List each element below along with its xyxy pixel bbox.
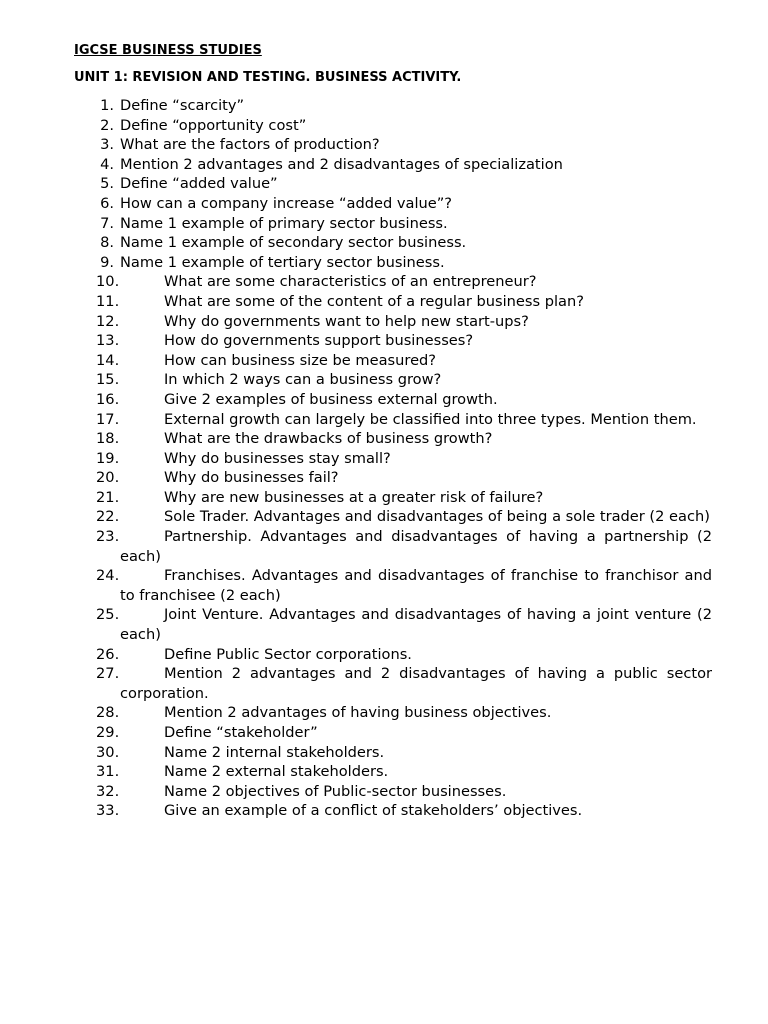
question-text: In which 2 ways can a business grow?: [164, 371, 442, 389]
question-item: [74, 410, 712, 430]
question-text: Define “added value”: [120, 175, 278, 193]
question-item: [74, 390, 712, 410]
question-number: 24.: [96, 567, 120, 585]
question-item: [74, 488, 712, 508]
question-item: [74, 214, 712, 234]
question-item: [74, 527, 712, 566]
question-number: 13.: [96, 332, 120, 350]
question-item: [74, 782, 712, 802]
question-item: [74, 664, 712, 703]
question-item: [74, 174, 712, 194]
question-text: How do governments support businesses?: [164, 332, 474, 350]
question-number: 20.: [96, 469, 120, 487]
question-item: [74, 135, 712, 155]
question-text: What are the drawbacks of business growth?: [164, 430, 493, 448]
question-text: Name 1 example of primary sector business.: [120, 214, 448, 232]
question-number: 26.: [96, 645, 120, 663]
question-number: 33.: [96, 802, 120, 820]
question-text: Mention 2 advantages of having business objectives.: [164, 704, 552, 722]
question-text: Why do businesses fail?: [164, 469, 339, 487]
question-item: [74, 155, 712, 175]
question-item: [74, 116, 712, 136]
question-item: [74, 743, 712, 763]
document-title: IGCSE BUSINESS STUDIES: [74, 43, 262, 58]
question-text: Name 2 external stakeholders.: [164, 763, 389, 781]
question-item: [74, 351, 712, 371]
question-text: Give an example of a conflict of stakeholders’ objectives.: [164, 802, 583, 820]
question-text: Name 1 example of tertiary sector business.: [120, 253, 445, 271]
question-number: 9.: [100, 253, 114, 271]
question-text: External growth can largely be classified into three types. Mention them.: [164, 410, 697, 428]
question-text: Define “scarcity”: [120, 97, 245, 114]
question-item: [74, 292, 712, 312]
question-text: How can business size be measured?: [164, 351, 437, 369]
question-text: Why are new businesses at a greater risk of failure?: [164, 488, 544, 506]
question-item: [74, 468, 712, 488]
question-item: [74, 194, 712, 214]
question-item: [74, 233, 712, 253]
question-text: Joint Venture. Advantages and disadvantages of having a joint venture (2 each): [120, 606, 712, 644]
question-number: 16.: [96, 390, 120, 408]
question-item: [74, 449, 712, 469]
question-text: Name 1 example of secondary sector business.: [120, 234, 467, 252]
question-number: 1.: [100, 97, 114, 114]
question-number: 18.: [96, 430, 120, 448]
question-number: 8.: [100, 234, 114, 252]
question-number: 23.: [96, 528, 120, 546]
question-text: Why do governments want to help new start-ups?: [164, 312, 529, 330]
question-text: What are some of the content of a regular business plan?: [164, 292, 584, 310]
question-text: Mention 2 advantages and 2 disadvantages of having a public sector corporation.: [120, 665, 712, 702]
question-number: 7.: [100, 214, 114, 232]
question-number: 17.: [96, 410, 120, 428]
question-text: Name 2 internal stakeholders.: [164, 743, 385, 761]
question-text: How can a company increase “added value”?: [120, 194, 453, 212]
question-item: [74, 723, 712, 743]
question-number: 28.: [96, 704, 120, 722]
question-text: Franchises. Advantages and disadvantages of franchise to franchisor and to franchisee (2 each): [120, 567, 712, 604]
question-item: [74, 312, 712, 332]
question-item: [74, 253, 712, 273]
question-number: 32.: [96, 782, 120, 800]
question-text: Define Public Sector corporations.: [164, 645, 412, 663]
question-number: 15.: [96, 371, 120, 389]
question-text: What are some characteristics of an entrepreneur?: [164, 273, 537, 291]
question-list: [74, 96, 712, 821]
question-number: 12.: [96, 312, 120, 330]
document-subtitle: UNIT 1: REVISION AND TESTING. BUSINESS ACTIVITY.: [74, 70, 462, 85]
question-number: 6.: [100, 194, 114, 212]
question-item: [74, 370, 712, 390]
question-text: Why do businesses stay small?: [164, 449, 391, 467]
question-item: [74, 96, 712, 116]
question-text: Define “stakeholder”: [164, 724, 318, 741]
question-number: 27.: [96, 665, 120, 683]
question-text: Give 2 examples of business external growth.: [164, 390, 498, 408]
question-number: 14.: [96, 351, 120, 369]
question-number: 19.: [96, 449, 120, 467]
question-number: 30.: [96, 743, 120, 761]
question-number: 11.: [96, 292, 120, 310]
question-text: Define “opportunity cost”: [120, 116, 307, 134]
question-number: 10.: [96, 273, 120, 291]
question-text: Mention 2 advantages and 2 disadvantages of specialization: [120, 155, 563, 173]
question-number: 5.: [100, 175, 114, 193]
question-item: [74, 801, 712, 821]
question-item: [74, 605, 712, 644]
question-item: [74, 703, 712, 723]
question-text: What are the factors of production?: [120, 136, 380, 154]
question-item: [74, 645, 712, 665]
question-item: [74, 429, 712, 449]
question-number: 2.: [100, 116, 114, 134]
question-number: 3.: [100, 136, 114, 154]
question-item: [74, 566, 712, 605]
question-item: [74, 507, 712, 527]
question-text: Partnership. Advantages and disadvantages of having a partnership (2 each): [120, 528, 712, 565]
question-number: 21.: [96, 488, 120, 506]
question-item: [74, 331, 712, 351]
question-number: 25.: [96, 606, 120, 624]
question-number: 31.: [96, 763, 120, 781]
question-text: Sole Trader. Advantages and disadvantages of being a sole trader (2 each): [164, 508, 710, 526]
question-number: 29.: [96, 724, 120, 741]
question-number: 4.: [100, 155, 114, 173]
question-number: 22.: [96, 508, 120, 526]
question-text: Name 2 objectives of Public-sector businesses.: [164, 782, 507, 800]
question-item: [74, 762, 712, 782]
question-item: [74, 272, 712, 292]
